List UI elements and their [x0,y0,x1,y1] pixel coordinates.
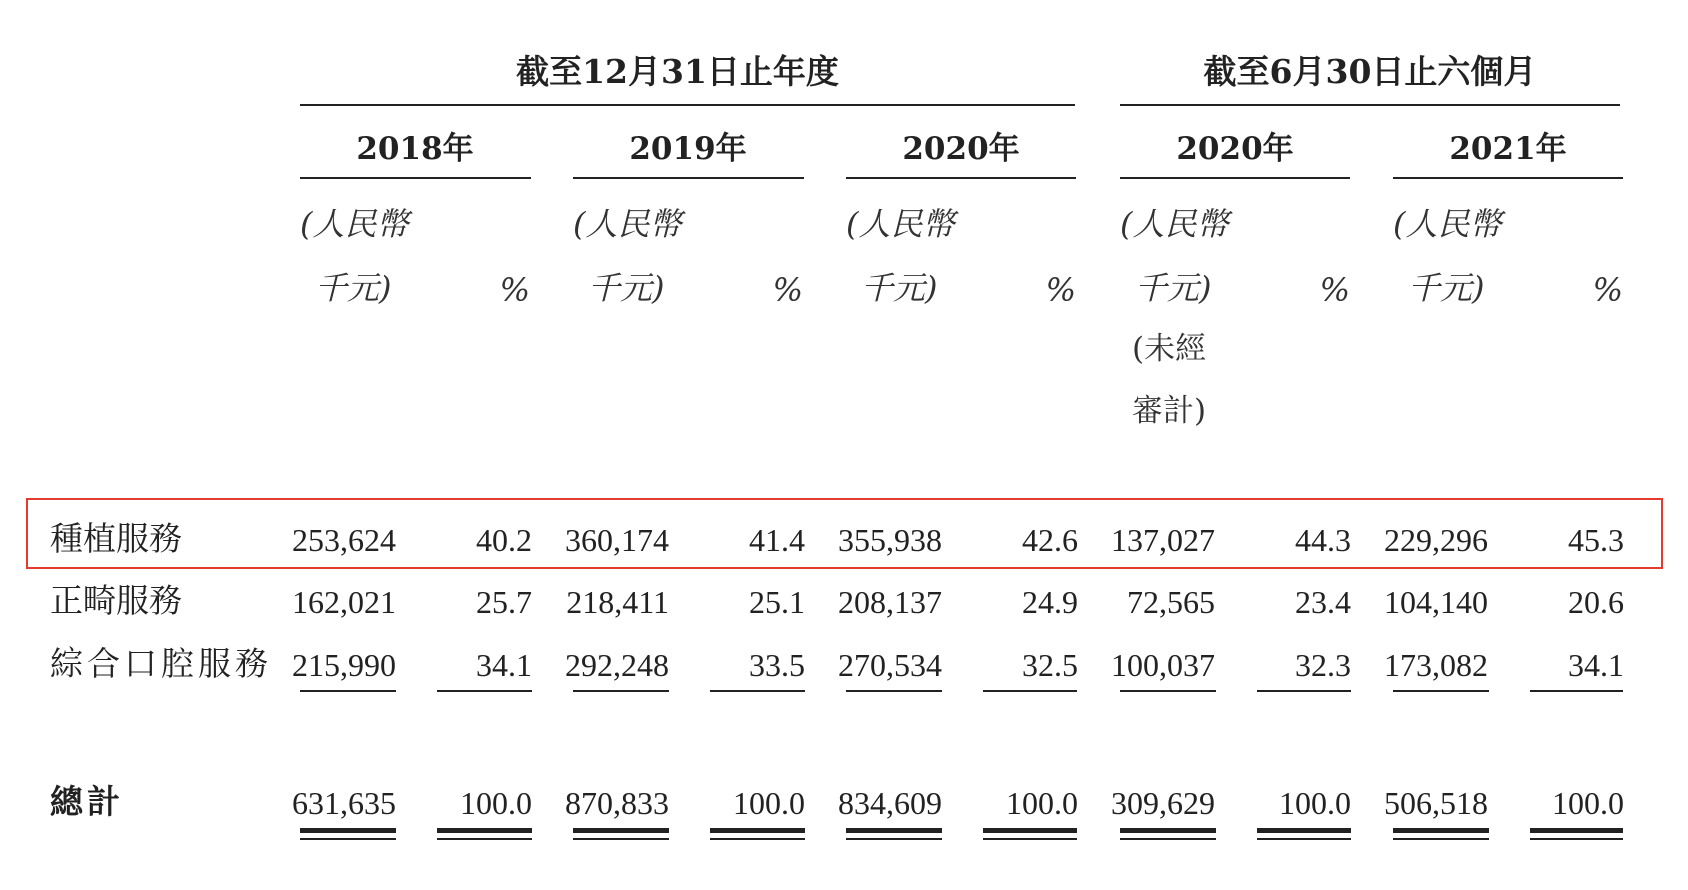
unit-label-2021-h1: (人民幣 [1393,205,1502,243]
row-general-2018-amount: 215,990 [292,647,396,683]
subtotal-rule [1120,690,1216,692]
row-label-general-dental: 綜合口腔服務 [50,644,272,683]
year-rule-2018 [300,177,531,179]
total-double-rule [710,838,805,840]
row-general-2020-amount: 270,534 [838,647,942,683]
row-ortho-2019-amount: 218,411 [566,584,669,620]
total-double-rule [1120,838,1216,840]
percent-label-2021-h1: % [1592,271,1623,309]
row-implant-2020-pct: 42.6 [1022,522,1078,558]
row-general-2021h1-pct: 34.1 [1568,647,1624,683]
total-double-rule [1393,828,1489,833]
total-double-rule [573,828,669,833]
total-double-rule [710,828,805,833]
unit-label-2020: (人民幣 [846,205,955,243]
total-2019-amount: 870,833 [565,785,669,821]
unaudited-note-line2: 審計) [1132,393,1207,429]
total-double-rule [1257,838,1351,840]
row-implant-2019-pct: 41.4 [749,522,805,558]
total-double-rule [437,828,532,833]
total-2018-pct: 100.0 [460,785,532,821]
total-double-rule [573,838,669,840]
subtotal-rule [437,690,532,692]
unit-label-2020-h1: (人民幣 [1120,205,1229,243]
unit-label-2020-line2: 千元) [861,269,938,307]
total-2020h1-amount: 309,629 [1111,785,1215,821]
percent-label-2020: % [1045,271,1076,309]
subtotal-rule [710,690,805,692]
row-label-total: 總計 [50,782,124,821]
group-header-six-months: 截至6月30日止六個月 [1203,52,1537,91]
unit-label-2018-line2: 千元) [315,269,392,307]
row-general-2019-amount: 292,248 [565,647,669,683]
total-double-rule [983,828,1077,833]
year-rule-2020-h1 [1120,177,1350,179]
row-implant-2018-amount: 253,624 [292,522,396,558]
row-general-2018-pct: 34.1 [476,647,532,683]
row-general-2020-pct: 32.5 [1022,647,1078,683]
row-implant-2020-amount: 355,938 [838,522,942,558]
total-double-rule [846,828,942,833]
total-double-rule [1530,838,1623,840]
total-double-rule [1257,828,1351,833]
row-implant-2021h1-pct: 45.3 [1568,522,1624,558]
percent-label-2019: % [772,271,803,309]
year-rule-2019 [573,177,804,179]
subtotal-rule [1530,690,1623,692]
row-ortho-2020-amount: 208,137 [838,584,942,620]
total-2018-amount: 631,635 [292,785,396,821]
total-double-rule [300,828,396,833]
row-ortho-2021h1-amount: 104,140 [1384,584,1488,620]
unit-label-2020-h1-line2: 千元) [1135,269,1212,307]
percent-label-2018: % [499,271,530,309]
total-double-rule [1120,828,1216,833]
total-double-rule [846,838,942,840]
row-general-2020h1-pct: 32.3 [1295,647,1351,683]
year-header-2020: 2020年 [902,131,1020,167]
row-ortho-2020h1-pct: 23.4 [1295,584,1351,620]
row-implant-2020h1-amount: 137,027 [1111,522,1215,558]
total-2021h1-amount: 506,518 [1384,785,1488,821]
subtotal-rule [1257,690,1351,692]
row-implant-2021h1-amount: 229,296 [1384,522,1488,558]
year-header-2019: 2019年 [629,131,747,167]
unit-label-2019: (人民幣 [573,205,682,243]
row-general-2021h1-amount: 173,082 [1384,647,1488,683]
row-label-orthodontic: 正畸服務 [50,581,182,620]
year-rule-2020 [846,177,1076,179]
row-ortho-2021h1-pct: 20.6 [1568,584,1624,620]
unit-label-2018: (人民幣 [300,205,409,243]
row-ortho-2018-pct: 25.7 [476,584,532,620]
total-2021h1-pct: 100.0 [1552,785,1624,821]
group-rule-six-months [1120,104,1620,106]
row-implant-2018-pct: 40.2 [476,522,532,558]
subtotal-rule [846,690,942,692]
total-2020-amount: 834,609 [838,785,942,821]
row-label-implant: 種植服務 [50,519,182,558]
row-general-2019-pct: 33.5 [749,647,805,683]
row-ortho-2020-pct: 24.9 [1022,584,1078,620]
row-ortho-2018-amount: 162,021 [292,584,396,620]
total-2020-pct: 100.0 [1006,785,1078,821]
unit-label-2019-line2: 千元) [588,269,665,307]
total-2019-pct: 100.0 [733,785,805,821]
subtotal-rule [1393,690,1489,692]
group-rule-annual [300,104,1075,106]
subtotal-rule [573,690,669,692]
total-double-rule [1530,828,1623,833]
subtotal-rule [300,690,396,692]
unit-label-2021-h1-line2: 千元) [1408,269,1485,307]
year-header-2018: 2018年 [356,131,474,167]
year-header-2020-h1: 2020年 [1176,131,1294,167]
year-header-2021-h1: 2021年 [1449,131,1567,167]
row-ortho-2019-pct: 25.1 [749,584,805,620]
total-double-rule [437,838,532,840]
total-double-rule [983,838,1077,840]
subtotal-rule [983,690,1077,692]
row-implant-2020h1-pct: 44.3 [1295,522,1351,558]
group-header-annual: 截至12月31日止年度 [516,52,839,91]
row-ortho-2020h1-amount: 72,565 [1127,584,1215,620]
row-implant-2019-amount: 360,174 [565,522,669,558]
row-general-2020h1-amount: 100,037 [1111,647,1215,683]
year-rule-2021-h1 [1393,177,1623,179]
total-2020h1-pct: 100.0 [1279,785,1351,821]
unaudited-note-line1: (未經 [1132,331,1207,367]
total-double-rule [300,838,396,840]
total-double-rule [1393,838,1489,840]
percent-label-2020-h1: % [1319,271,1350,309]
